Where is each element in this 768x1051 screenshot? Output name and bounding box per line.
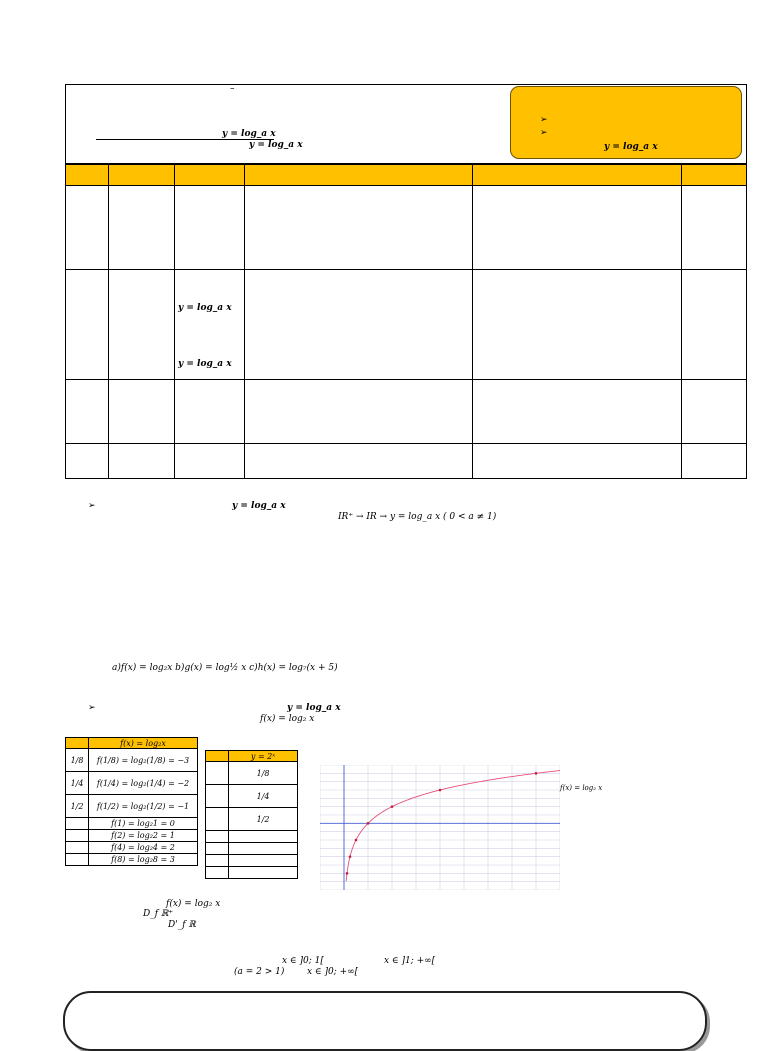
lesson-table-header [66, 165, 746, 185]
property-domain: D_f ℝ⁺ [143, 909, 174, 919]
exp-table-value [229, 867, 298, 879]
bottom-frame [63, 991, 707, 1051]
dash-mark: – [230, 84, 235, 94]
interval-2: x ∈ ]1; +∞[ [384, 956, 436, 966]
log-table-value: f(2) = log₂2 = 1 [89, 830, 198, 842]
log-table-x: 1/2 [66, 795, 89, 818]
note-formula: y = log_a x [604, 142, 658, 152]
exp-table-value [229, 831, 298, 843]
property-range: D'_f ℝ [168, 920, 196, 930]
data-point [367, 822, 370, 825]
data-point [439, 789, 442, 792]
exp-table-x [206, 855, 229, 867]
lesson-row-line [65, 185, 747, 186]
exp-table-x [206, 808, 229, 831]
header-formula-1: y = log_a x [222, 129, 276, 139]
section-2-formula: y = log_a x [287, 703, 341, 713]
log-graph [320, 765, 560, 890]
lesson-col-line [472, 164, 473, 479]
lesson-row2-formula-1: y = log_a x [178, 303, 232, 313]
log-table-value: f(1/2) = log₂(1/2) = −1 [89, 795, 198, 818]
lesson-col-line [244, 164, 245, 479]
exercise-text: a)f(x) = log₂x b)g(x) = log½ x c)h(x) = log₇(x + 5) [112, 663, 338, 673]
interval-1: x ∈ ]0; 1[ [282, 956, 324, 966]
lesson-table [65, 164, 747, 479]
log-curve [346, 771, 560, 882]
exp-table-x [206, 762, 229, 785]
log-table-x [66, 854, 89, 866]
graph-annotation: f(x) = log₂ x [560, 784, 603, 792]
log-table-value: f(1/4) = log₂(1/4) = −2 [89, 772, 198, 795]
interval-condition: (a = 2 > 1) [234, 967, 285, 977]
exp-table-x [206, 867, 229, 879]
data-point [349, 855, 352, 858]
log-values-table [65, 737, 198, 866]
log-table-corner [66, 738, 89, 749]
lesson-row-line [65, 443, 747, 444]
exp-table-value: 1/4 [229, 785, 298, 808]
exp-values-table [205, 750, 298, 879]
exp-table-value: 1/2 [229, 808, 298, 831]
exp-table-value: 1/8 [229, 762, 298, 785]
log-table-value: f(1) = log₂1 = 0 [89, 818, 198, 830]
header-formula-2: y = log_a x [249, 140, 303, 150]
log-table-value: f(1/8) = log₂(1/8) = −3 [89, 749, 198, 772]
interval-3: x ∈ ]0; +∞[ [307, 967, 359, 977]
log-table-x [66, 830, 89, 842]
log-table-x [66, 818, 89, 830]
property-function: f(x) = log₂ x [166, 899, 221, 909]
exp-table-value [229, 843, 298, 855]
log-table-header: f(x) = log₂x [89, 738, 198, 749]
exp-table-corner [206, 751, 229, 762]
exp-table-x [206, 785, 229, 808]
lesson-row-line [65, 379, 747, 380]
header-underline [96, 139, 274, 140]
lesson-col-line [174, 164, 175, 479]
data-point [355, 839, 358, 842]
log-table-x: 1/8 [66, 749, 89, 772]
data-point [535, 772, 538, 775]
log-table-x [66, 842, 89, 854]
section-1-mapping: IR⁺ → IR → y = log_a x ( 0 < a ≠ 1) [338, 512, 497, 522]
exp-table-x [206, 843, 229, 855]
note-bullet-1: ➢ [540, 115, 548, 125]
lesson-col-line [108, 164, 109, 479]
section-2-function: f(x) = log₂ x [260, 714, 315, 724]
log-table-x: 1/4 [66, 772, 89, 795]
data-point [391, 805, 394, 808]
note-bullet-2: ➢ [540, 128, 548, 138]
lesson-row2-formula-2: y = log_a x [178, 359, 232, 369]
lesson-col-line [681, 164, 682, 479]
section-1-formula: y = log_a x [232, 501, 286, 511]
lesson-row-line [65, 269, 747, 270]
section-1-bullet: ➢ [88, 501, 96, 511]
exp-table-header: y = 2ˣ [229, 751, 298, 762]
exp-table-value [229, 855, 298, 867]
data-point [346, 872, 349, 875]
section-2-bullet: ➢ [88, 703, 96, 713]
log-table-value: f(8) = log₂8 = 3 [89, 854, 198, 866]
exp-table-x [206, 831, 229, 843]
log-table-value: f(4) = log₂4 = 2 [89, 842, 198, 854]
